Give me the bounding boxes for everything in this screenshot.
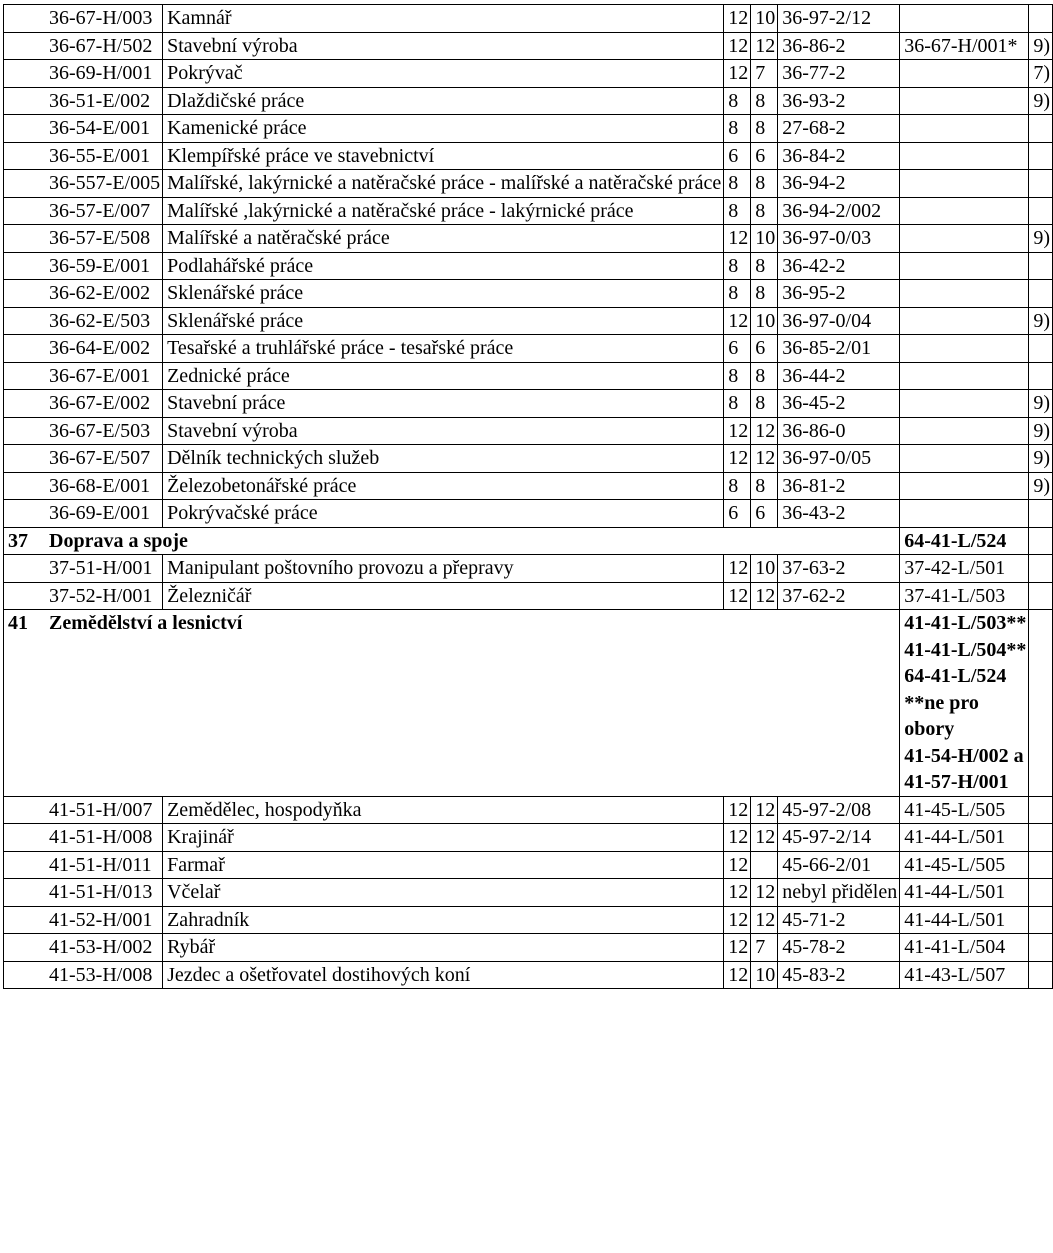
old-code: 36-94-2/002	[778, 197, 900, 225]
value-1: 12	[724, 824, 751, 852]
field-code: 37-52-H/001	[4, 582, 163, 610]
field-name: Rybář	[163, 934, 724, 962]
field-name: Podlahářské práce	[163, 252, 724, 280]
table-row	[4, 280, 1053, 308]
value-1: 12	[724, 32, 751, 60]
field-name: Železničář	[163, 582, 724, 610]
old-code: 45-66-2/01	[778, 851, 900, 879]
related-code	[900, 225, 1029, 253]
field-code: 41-53-H/002	[4, 934, 163, 962]
field-code: 37-51-H/001	[4, 555, 163, 583]
old-code: 36-95-2	[778, 280, 900, 308]
field-code: 41-51-H/007	[4, 796, 163, 824]
field-name: Sklenářské práce	[163, 307, 724, 335]
old-code: 36-97-0/05	[778, 445, 900, 473]
footnote-ref	[1029, 961, 1053, 989]
footnote-ref: 9)	[1029, 225, 1053, 253]
table-row	[4, 197, 1053, 225]
footnote-ref: 9)	[1029, 307, 1053, 335]
footnote-ref	[1029, 527, 1053, 555]
section-note-line: 64-41-L/524	[904, 665, 1007, 687]
table-row	[4, 445, 1053, 473]
old-code: 36-42-2	[778, 252, 900, 280]
value-1: 12	[724, 5, 751, 33]
field-name: Klempířské práce ve stavebnictví	[163, 142, 724, 170]
table-body	[4, 5, 1053, 989]
value-1: 12	[724, 906, 751, 934]
related-code: 41-44-L/501	[900, 824, 1029, 852]
value-2: 12	[751, 445, 778, 473]
value-2: 8	[751, 115, 778, 143]
value-1: 12	[724, 417, 751, 445]
old-code: 36-86-0	[778, 417, 900, 445]
old-code: 36-43-2	[778, 500, 900, 528]
value-1: 12	[724, 851, 751, 879]
footnote-ref	[1029, 582, 1053, 610]
field-name: Stavební práce	[163, 390, 724, 418]
old-code: 36-81-2	[778, 472, 900, 500]
field-code: 36-69-H/001	[4, 60, 163, 88]
related-code: 37-42-L/501	[900, 555, 1029, 583]
footnote-ref	[1029, 906, 1053, 934]
footnote-ref	[1029, 610, 1053, 797]
fields-of-study-table	[3, 4, 1053, 989]
section-note-line: 41-41-L/503**	[904, 612, 1027, 634]
old-code: 36-85-2/01	[778, 335, 900, 363]
value-1: 8	[724, 362, 751, 390]
footnote-ref	[1029, 851, 1053, 879]
related-code: 41-41-L/504	[900, 934, 1029, 962]
footnote-ref	[1029, 500, 1053, 528]
field-code: 41-51-H/013	[4, 879, 163, 907]
related-code	[900, 252, 1029, 280]
table-row	[4, 87, 1053, 115]
table-row	[4, 225, 1053, 253]
related-code: 41-43-L/507	[900, 961, 1029, 989]
value-2: 12	[751, 879, 778, 907]
related-code	[900, 142, 1029, 170]
section-row	[4, 610, 1053, 797]
table-row	[4, 555, 1053, 583]
field-name: Malířské a natěračské práce	[163, 225, 724, 253]
footnote-ref	[1029, 170, 1053, 198]
footnote-ref	[1029, 824, 1053, 852]
footnote-ref: 9)	[1029, 417, 1053, 445]
related-code	[900, 60, 1029, 88]
value-1: 8	[724, 115, 751, 143]
value-1: 12	[724, 934, 751, 962]
value-1: 12	[724, 307, 751, 335]
field-code: 41-52-H/001	[4, 906, 163, 934]
value-2: 8	[751, 170, 778, 198]
section-note-line: obory	[904, 718, 955, 740]
table-row	[4, 60, 1053, 88]
related-code: 41-44-L/501	[900, 879, 1029, 907]
table-row	[4, 906, 1053, 934]
table-row	[4, 879, 1053, 907]
footnote-ref	[1029, 197, 1053, 225]
value-2: 7	[751, 60, 778, 88]
field-code: 36-64-E/002	[4, 335, 163, 363]
field-code: 36-59-E/001	[4, 252, 163, 280]
section-note-line: 41-57-H/001	[904, 771, 1009, 793]
related-code	[900, 362, 1029, 390]
related-code	[900, 87, 1029, 115]
old-code: 36-86-2	[778, 32, 900, 60]
related-code	[900, 390, 1029, 418]
value-1: 6	[724, 500, 751, 528]
related-code	[900, 307, 1029, 335]
value-1: 12	[724, 582, 751, 610]
field-code: 36-55-E/001	[4, 142, 163, 170]
table-row	[4, 417, 1053, 445]
related-code: 41-45-L/505	[900, 851, 1029, 879]
field-code: 36-68-E/001	[4, 472, 163, 500]
value-2: 12	[751, 417, 778, 445]
old-code: 36-97-2/12	[778, 5, 900, 33]
old-code: nebyl přidělen	[778, 879, 900, 907]
value-1: 8	[724, 87, 751, 115]
field-name: Zahradník	[163, 906, 724, 934]
table-row	[4, 824, 1053, 852]
table-row	[4, 961, 1053, 989]
field-name: Jezdec a ošetřovatel dostihových koní	[163, 961, 724, 989]
table-row	[4, 934, 1053, 962]
table-row	[4, 390, 1053, 418]
related-code	[900, 5, 1029, 33]
value-1: 8	[724, 252, 751, 280]
value-2: 10	[751, 225, 778, 253]
table-row	[4, 362, 1053, 390]
related-code: 41-44-L/501	[900, 906, 1029, 934]
value-2: 10	[751, 555, 778, 583]
field-name: Sklenářské práce	[163, 280, 724, 308]
related-code: 37-41-L/503	[900, 582, 1029, 610]
section-note-line: 41-54-H/002 a	[904, 744, 1024, 767]
footnote-ref: 9)	[1029, 32, 1053, 60]
value-2: 12	[751, 582, 778, 610]
value-1: 12	[724, 796, 751, 824]
field-code: 41-51-H/008	[4, 824, 163, 852]
field-name: Manipulant poštovního provozu a přepravy	[163, 555, 724, 583]
table-row	[4, 115, 1053, 143]
old-code: 27-68-2	[778, 115, 900, 143]
section-title: Zemědělství a lesnictví	[49, 612, 243, 634]
section-number: 37	[8, 529, 28, 552]
field-name: Pokrývač	[163, 60, 724, 88]
field-code: 36-67-E/002	[4, 390, 163, 418]
table-row	[4, 32, 1053, 60]
field-code: 36-57-E/508	[4, 225, 163, 253]
table-row	[4, 500, 1053, 528]
related-code: 41-45-L/505	[900, 796, 1029, 824]
section-note-line: 41-41-L/504**	[904, 638, 1027, 661]
value-2: 12	[751, 32, 778, 60]
old-code: 36-45-2	[778, 390, 900, 418]
old-code: 36-84-2	[778, 142, 900, 170]
footnote-ref	[1029, 280, 1053, 308]
old-code: 45-83-2	[778, 961, 900, 989]
field-name: Stavební výroba	[163, 417, 724, 445]
value-1: 8	[724, 472, 751, 500]
field-code: 36-67-E/507	[4, 445, 163, 473]
field-code: 41-53-H/008	[4, 961, 163, 989]
field-code: 36-69-E/001	[4, 500, 163, 528]
field-name: Pokrývačské práce	[163, 500, 724, 528]
value-2: 6	[751, 500, 778, 528]
field-name: Dělník technických služeb	[163, 445, 724, 473]
value-1: 12	[724, 879, 751, 907]
footnote-ref	[1029, 5, 1053, 33]
value-2: 8	[751, 252, 778, 280]
value-2: 8	[751, 390, 778, 418]
field-name: Zednické práce	[163, 362, 724, 390]
value-1: 8	[724, 280, 751, 308]
footnote-ref	[1029, 879, 1053, 907]
section-heading	[4, 527, 900, 555]
value-2: 12	[751, 796, 778, 824]
footnote-ref	[1029, 362, 1053, 390]
value-2: 8	[751, 472, 778, 500]
field-code: 36-51-E/002	[4, 87, 163, 115]
value-2: 12	[751, 824, 778, 852]
field-name: Farmař	[163, 851, 724, 879]
field-code: 36-62-E/503	[4, 307, 163, 335]
table-row	[4, 170, 1053, 198]
value-1: 12	[724, 555, 751, 583]
value-2: 10	[751, 307, 778, 335]
table-row	[4, 796, 1053, 824]
value-2: 8	[751, 87, 778, 115]
old-code: 36-97-0/04	[778, 307, 900, 335]
table-row	[4, 582, 1053, 610]
table-row	[4, 5, 1053, 33]
field-name: Tesařské a truhlářské práce - tesařské práce	[163, 335, 724, 363]
footnote-ref	[1029, 115, 1053, 143]
field-name: Malířské, lakýrnické a natěračské práce - malířské a natěračské práce	[163, 170, 724, 198]
old-code: 36-94-2	[778, 170, 900, 198]
related-code	[900, 115, 1029, 143]
field-code: 36-67-E/001	[4, 362, 163, 390]
value-1: 12	[724, 60, 751, 88]
section-title: Doprava a spoje	[49, 529, 188, 552]
footnote-ref	[1029, 555, 1053, 583]
old-code: 45-71-2	[778, 906, 900, 934]
field-code: 36-62-E/002	[4, 280, 163, 308]
field-code: 36-67-E/503	[4, 417, 163, 445]
footnote-ref: 9)	[1029, 87, 1053, 115]
field-name: Zemědělec, hospodyňka	[163, 796, 724, 824]
value-2: 8	[751, 197, 778, 225]
field-code: 36-557-E/005	[4, 170, 163, 198]
footnote-ref	[1029, 335, 1053, 363]
footnote-ref: 7)	[1029, 60, 1053, 88]
value-2: 10	[751, 5, 778, 33]
value-2: 12	[751, 906, 778, 934]
field-code: 41-51-H/011	[4, 851, 163, 879]
value-1: 8	[724, 170, 751, 198]
value-2: 7	[751, 934, 778, 962]
related-code	[900, 417, 1029, 445]
value-1: 6	[724, 335, 751, 363]
value-2: 6	[751, 335, 778, 363]
footnote-ref: 9)	[1029, 390, 1053, 418]
table-row	[4, 252, 1053, 280]
footnote-ref: 9)	[1029, 445, 1053, 473]
old-code: 45-78-2	[778, 934, 900, 962]
old-code: 36-44-2	[778, 362, 900, 390]
value-1: 6	[724, 142, 751, 170]
old-code: 37-62-2	[778, 582, 900, 610]
table-row	[4, 472, 1053, 500]
value-2: 8	[751, 280, 778, 308]
field-code: 36-67-H/003	[4, 5, 163, 33]
value-1: 12	[724, 961, 751, 989]
value-1: 8	[724, 390, 751, 418]
field-code: 36-54-E/001	[4, 115, 163, 143]
related-code	[900, 472, 1029, 500]
value-1: 8	[724, 197, 751, 225]
section-note: 64-41-L/524	[900, 527, 1029, 555]
field-code: 36-57-E/007	[4, 197, 163, 225]
old-code: 36-93-2	[778, 87, 900, 115]
field-name: Železobetonářské práce	[163, 472, 724, 500]
field-name: Stavební výroba	[163, 32, 724, 60]
footnote-ref: 9)	[1029, 472, 1053, 500]
old-code: 45-97-2/08	[778, 796, 900, 824]
related-code	[900, 280, 1029, 308]
field-name: Kamenické práce	[163, 115, 724, 143]
value-1: 12	[724, 225, 751, 253]
related-code	[900, 500, 1029, 528]
section-note	[900, 610, 1029, 797]
value-2: 10	[751, 961, 778, 989]
value-2	[751, 851, 778, 879]
value-1: 12	[724, 445, 751, 473]
footnote-ref	[1029, 934, 1053, 962]
value-2: 8	[751, 362, 778, 390]
field-name: Kamnář	[163, 5, 724, 33]
field-name: Včelař	[163, 879, 724, 907]
field-name: Krajinář	[163, 824, 724, 852]
field-code: 36-67-H/502	[4, 32, 163, 60]
table-row	[4, 142, 1053, 170]
related-code	[900, 335, 1029, 363]
section-number: 41	[8, 612, 28, 634]
related-code	[900, 445, 1029, 473]
field-name: Malířské ,lakýrnické a natěračské práce - lakýrnické práce	[163, 197, 724, 225]
footnote-ref	[1029, 142, 1053, 170]
table-row	[4, 307, 1053, 335]
footnote-ref	[1029, 252, 1053, 280]
value-2: 6	[751, 142, 778, 170]
related-code	[900, 197, 1029, 225]
footnote-ref	[1029, 796, 1053, 824]
section-row	[4, 527, 1053, 555]
section-note-line: **ne pro	[904, 691, 979, 714]
table-row	[4, 851, 1053, 879]
table-row	[4, 335, 1053, 363]
related-code: 36-67-H/001*	[900, 32, 1029, 60]
old-code: 45-97-2/14	[778, 824, 900, 852]
related-code	[900, 170, 1029, 198]
field-name: Dlaždičské práce	[163, 87, 724, 115]
old-code: 36-97-0/03	[778, 225, 900, 253]
old-code: 37-63-2	[778, 555, 900, 583]
old-code: 36-77-2	[778, 60, 900, 88]
section-heading	[4, 610, 900, 797]
